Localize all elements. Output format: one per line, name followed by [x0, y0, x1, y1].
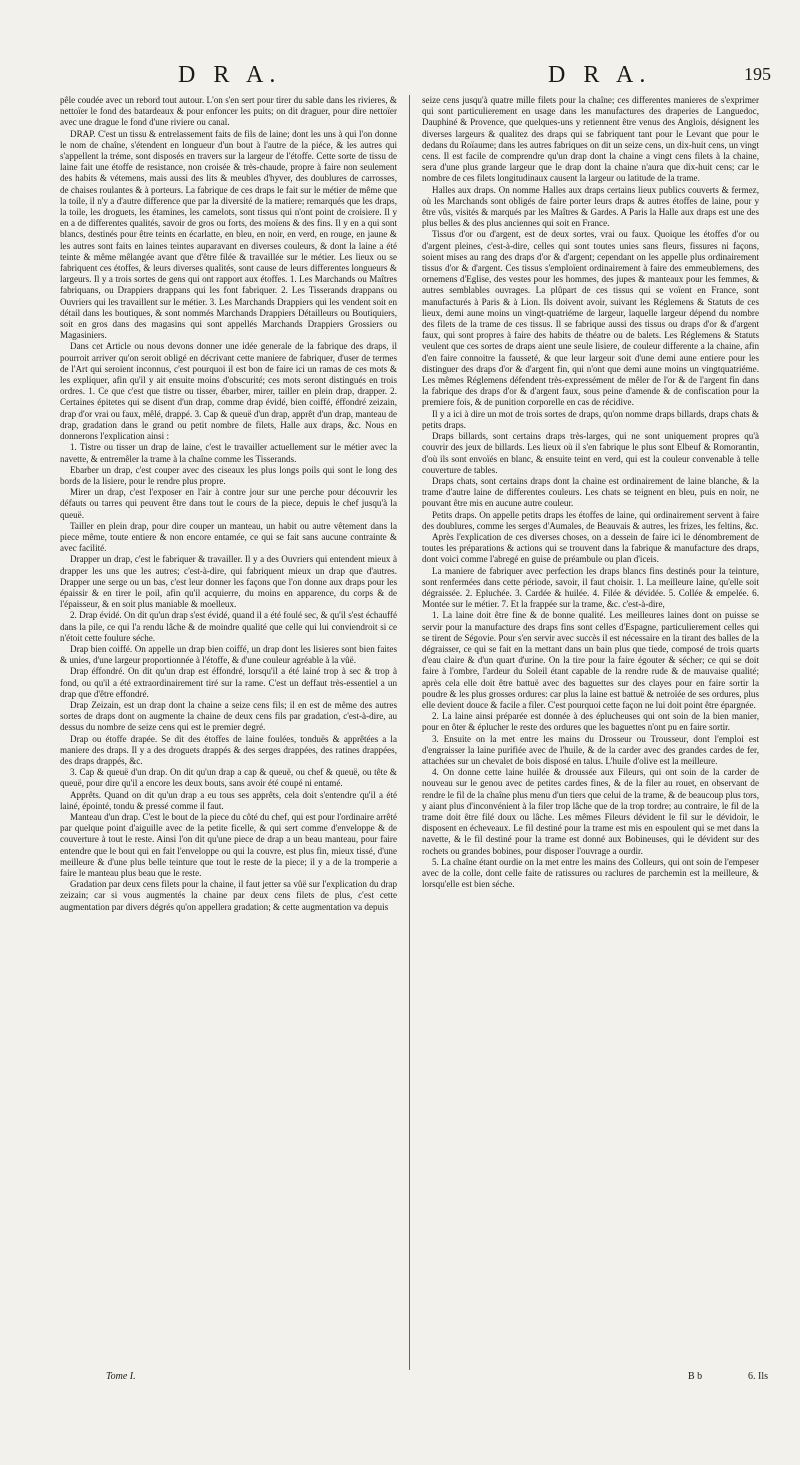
right-running-title: D R A. — [548, 62, 652, 88]
paragraph: Draps billards, sont certains draps très-larges, qui ne sont uniquement propres qu'à couvrir des jeux de billards. Les lieux où il s'en fabrique le plus sont Elbeuf & Romorantin, d'où ils sont envoïés en blanc, & ensuite teint en verd, qui est la couleur convenable à telle couverture de tables. — [422, 431, 759, 475]
paragraph: 5. La chaîne étant ourdie on la met entre les mains des Colleurs, qui ont soin de l'empeser avec de la colle, dont celle faite de ratissures ou raclures de parchemin est la meilleure, & lorsqu'elle est bien séche. — [422, 856, 759, 890]
left-column — [60, 95, 397, 1385]
paragraph: 2. Drap évidé. On dit qu'un drap s'est évidé, quand il a été foulé sec, & qu'il s'est échauffé dans la pile, ce qui l'a rendu lâche & de moindre qualité que celle qui lui conviendroit si ce n'étoit cette foulure séche. — [60, 610, 397, 643]
paragraph: pêle coudée avec un rebord tout autour. L'on s'en sert pour tirer du sable dans les rivieres, & nettoïer le fond des batardeaux & pour enfoncer les puits; on dit draguer, pour dire nettoïer avec une drague le fond d'une riviere ou canal. — [60, 95, 397, 128]
paragraph: Manteau d'un drap. C'est le bout de la piece du côté du chef, qui est pour l'ordinaire arrêté par quelque point d'aiguille avec de la petite ficelle, & qui sert comme d'enveloppe & de couverture à tout le reste. Ainsi l'on dit qu'une piece de drap a un beau manteau, pour faire entendre que le bout qui en fait l'enveloppe ou qui la couvre, est plus fin, mieux tissé, d'une meilleure & d'une plus belle teinture que tout le reste de la piece; il y a de la tromperie a faire le manteau plus beau que le reste. — [60, 812, 397, 879]
paragraph: DRAP. C'est un tissu & entrelassement faits de fils de laine; dont les uns à qui l'on donne le nom de chaîne, s'étendent en longueur d'un bout à l'autre de la piéce, & les autres qui s'appellent la tréme, sont disposés en travers sur la largeur de l'étoffe. Cette sorte de tissu de laine fait une étoffe de resistance, non croisée & très-chaude, propre à faire non seulement des habits & vétemens, mais aussi des lits & meubles d'hyver, des doublures de carrosses, de chaises roulantes & à porteurs. La fabrique de ces draps le fait sur le métier de même que la toile, il n'y a d'autre difference que par la diversité de la matiere; remarqués que les draps, la toile, les droguets, les étamines, les camelots, sont tissus qui n'ont point de croisiere. Il y en a de differentes qualités, savoir de gros ou forts, des moïens & des fins. Il y en a qui sont blancs, destinés pour être teints en écarlatte, en bleu, en noir, en verd, en rouge, en jaune & les autres sont faits en laines teintes auparavant en diverses couleurs, & dont la laine a été teinte & même mêlangée avant que d'être filée & travaillée sur le métier. Les lieux ou se fabriquent ces étoffes, & leurs diverses qualités, sont cause de leurs differentes longueurs & largeurs. Il y a trois sortes de gens qui ont rapport aux étoffes. 1. Les Marchands ou Maîtres fabriquans, ou Drappiers drappans qui les font fabriquer. 2. Les Tisserands drappans ou Ouvriers qui les travaillent sur le métier. 3. Les Marchands Drappiers qui les vendent soit en détail dans les boutiques, & sont nommés Marchands Drappiers Détailleurs ou Boutiquiers, soit en gros dans des magasins qui sont appellés Marchands Drappiers Grossiers ou Magasiniers. — [60, 128, 397, 341]
paragraph: 4. On donne cette laine huilée & droussée aux Fileurs, qui ont soin de la carder de nouveau sur le genou avec de petites cardes fines, & de la filer au rouet, en observant de rendre le fil de la chaîne plus menu d'un tiers que celui de la trame, & de beaucoup plus tors, y aiant plus d'inconvénient à la filer trop lâche que de la trop tordre; au contraire, le fil de la trame doit être filé doux ou lâche. Les mêmes Fileurs dévident le fil sur le dévidoir, le disposent en écheveaux. Le fil destiné pour la trame est mis en espoulent qui se met dans la navette, & le fil destiné pour la trame est donné aux Bobineuses, qui le dévident sur des rochets ou grandes bobines, pour disposer l'ouvrage a ourdir. — [422, 767, 759, 856]
paragraph: Drapper un drap, c'est le fabriquer & travailler. Il y a des Ouvriers qui entendent mieux à drapper les uns que les autres; c'est-à-dire, qui fabriquent mieux un drap que d'autres. Drapper une serge ou un bas, c'est leur donner les façons que l'on donne aux draps pour les épaissir & en tirer le poil, afin qu'il acquierre, du moins en apparence, du corps & de l'épaisseur, & en soit plus maniable & moelleux. — [60, 554, 397, 610]
right-column — [422, 95, 759, 1385]
paragraph: Mirer un drap, c'est l'exposer en l'air à contre jour sur une perche pour découvrir les défauts ou tarres qui peuvent être dans tout le cours de la piece, depuis le chef jusqu'à la queuë. — [60, 487, 397, 520]
paragraph: Ebarber un drap, c'est couper avec des ciseaux les plus longs poils qui sont le long des bords de la lisiere, pour le rendre plus propre. — [60, 464, 397, 486]
paragraph: seize cens jusqu'à quatre mille filets pour la chaîne; ces differentes manieres de s'exprimer qui sont particulierement en usage dans les manufactures des draperies de Languedoc, Dauphiné & Provence, que quelques-uns y retiennent être venus des Anglois, désignent les diverses largeurs & qualitez des draps qui se fabriquent tant pour le Levant que pour le dedans du Roïaume; dans les autres fabriques on dit un seize cens, un dix-huit cens, un vingt cens. Il est facile de comprendre qu'un drap dont la chaine a vingt cens filets à la chaine, sera d'une plus grande largeur que le drap dont la chaine n'aura que dix-huit cens; car le nombre de ces filets longitudinaux causent la largeur ou latitude de la trame. — [422, 95, 759, 184]
running-header — [0, 62, 800, 92]
paragraph: Tissus d'or ou d'argent, est de deux sortes, vrai ou faux. Quoique les étoffes d'or ou d'argent pleines, c'est-à-dire, celles qui sont toutes unies sans fleurs, fissures ni façons, soient mises au rang des draps d'or & d'argent; cependant on les appelle plus ordinairement tissus d'or & d'argent. Ces tissus s'emploïent ordinairement à faire des emmeublemens, des ornemens d'Eglise, des vestes pour les hommes, des jupes & manteaux pour les femmes, & autres semblables ouvrages. La plûpart de ces tissus qui se voïent en France, sont manufacturés à Paris & à Lion. Ils doivent avoir, suivant les Réglemens & Statuts de ces lieux, demi aune moins un vingt-quatriéme de largeur, laquelle largeur dépend du nombre des filets de la trame de ces tissus. Il se fabrique aussi des tissus ou draps d'or & d'argent faux, qui sont propres à faire des habits de théatre ou de balets. Les Réglemens & Statuts veulent que ces sortes de draps aient une seule lisiere, de couleur differente a la chaine, afin d'en faire connoitre la fausseté, & que leur largeur soit d'une demi aune entiere pour les distinguer des draps d'or & d'argent fin, qui n'ont que demi aune moins un vingtquatriéme. Les mêmes Réglemens défendent très-expressément de mêler de l'or & de l'argent fin dans la fabrique des draps d'or & d'argent faux, sous peine d'amende & de confiscation pour la premiere fois, & de punition corporelle en cas de récidive. — [422, 229, 759, 408]
paragraph: Dans cet Article ou nous devons donner une idée generale de la fabrique des draps, il pourroit arriver qu'on seroit obligé en décrivant cette maniere de fabriquer, d'user de termes de l'Art qui seroient inconnus, c'est pourquoi il est bon de faire ici un ramas de ces mots & les expliquer, afin qu'il y ait ensuite moins d'obscurité; ces mots seront distingués en trois ordres. 1. Ce que c'est que tistre ou tisser, ébarber, mirer, tailler en plein drap, drapper. 2. Certaines épitetes qui se disent d'un drap, comme drap évidé, bien coiffé, éffondré zeizain, drap d'or vrai ou faux, mêlé, drappé. 3. Cap & queuë d'un drap, apprêt d'un drap, manteau de drap, gradation dans le grand ou petit nombre de filets, Halle aux draps, &c. Nous en donnerons l'explication ainsi : — [60, 341, 397, 442]
paragraph: Petits draps. On appelle petits draps les étoffes de laine, qui ordinairement servent à faire des doublures, comme les serges d'Aumales, de Beauvais & autres, les frizes, les feltins, &c. — [422, 509, 759, 531]
paragraph: Après l'explication de ces diverses choses, on a dessein de faire ici le dénombrement de toutes les préparations & actions qui se trouvent dans la fabrique & manufacture des draps, dont voici comme l'abregé en guise de préambule ou plan d'iceis. — [422, 531, 759, 565]
paragraph: 1. Tistre ou tisser un drap de laine, c'est le travailler actuellement sur le métier avec la navette, & entremêler la trame à la chaîne comme les Tisserands. — [60, 442, 397, 464]
text-columns — [60, 95, 775, 1385]
paragraph: Drap bien coiffé. On appelle un drap bien coiffé, un drap dont les lisieres sont bien faites & unies, d'une largeur proportionnée à l'étoffe, & d'une couleur agréable à la vûë. — [60, 643, 397, 666]
paragraph: Il y a ici à dire un mot de trois sortes de draps, qu'on nomme draps billards, draps chats & petits draps. — [422, 408, 759, 430]
paragraph: La maniere de fabriquer avec perfection les draps blancs fins destinés pour la teinture, sont renfermées dans cette période, savoir, il faut choisir. 1. La meilleure laine, qu'elle soit dégraissée. 2. Epluchée. 3. Cardée & huilée. 4. Filée & dévidée. 5. Collée & empelée. 6. Montée sur le métier. 7. Et la frappée sur la trame, &c. c'est-à-dire, — [422, 565, 759, 610]
signature-mark: B b — [688, 1371, 703, 1382]
paragraph: Halles aux draps. On nomme Halles aux draps certains lieux publics couverts & fermez, où les Marchands sont obligés de faire porter leurs draps & autres étoffes de laine, pour y être vûs, visités & marqués par les Maîtres & Gardes. A Paris la Halle aux draps est une des plus belles & des plus anciennes qui soit en France. — [422, 184, 759, 229]
paragraph: 3. Ensuite on la met entre les mains du Drosseur ou Trousseur, dont l'emploi est d'engraisser la laine purifiée avec de l'huile, & de la carder avec des grandes cardes de fer, attachées sur un chevalet de bois disposé en talus. L'huile d'olive est la meilleure. — [422, 733, 759, 766]
paragraph: 1. La laine doit être fine & de bonne qualité. Les meilleures laines dont on puisse se servir pour la manufacture des draps fins sont celles d'Espagne, particulierement celles qui se tirent de Ségovie. Pour s'en servir avec succès il est nécessaire en la tirant des balles de la dégraisser, ce qui se fait en la mettant dans un bain plus que tiede, composé de trois quarts d'eau claire & d'un quart d'urine. On la tire pour la faire égouter & sécher; ce qui se doit faire à l'ombre, l'ardeur du Soleil étant capable de la rendre rude & de mauvaise qualité; après cela elle doit être battuë avec des baguettes sur des clayes pour en faire sortir la poudre & les plus grosses ordures: car plus la laine est battuë & netroïée de ses ordures, plus elle devient douce & facile a filer. C'est pourquoi cette façon ne lui doit point être épargnée. — [422, 610, 759, 710]
paragraph: Apprêts. Quand on dit qu'un drap a eu tous ses apprêts, cela doit s'entendre qu'il a été lainé, épointé, tondu & pressé comme il faut. — [60, 789, 397, 811]
paragraph: Tailler en plein drap, pour dire couper un manteau, un habit ou autre vêtement dans la piece même, toute entiere & non encore entamée, ce qui se fait sans aucune contrainte & avec facilité. — [60, 520, 397, 554]
paragraph: Gradation par deux cens filets pour la chaine, il faut jetter sa vûë sur l'explication du drap zeizain; car si vous augmentés la chaine par deux cens filets de plus, c'est cette augmentation par divers dégrés qu'on appellera gradation; & cette augmentation va depuis — [60, 879, 397, 912]
paragraph: Drap éffondré. On dit qu'un drap est éffondré, lorsqu'il a été lainé trop à sec & trop à fond, ou qu'il a été extraordinairement tiré sur la rame. C'est un deffaut très-essentiel a un drap que d'être effondré. — [60, 666, 397, 699]
paragraph: Drap ou étoffe drapée. Se dit des étoffes de laine foulées, tonduës & apprêtées a la maniere des draps. Il y a des droguets drappés & des serges drappées, des ratines drappées, des draps drappés, &c. — [60, 733, 397, 766]
catchword: 6. Ils — [748, 1371, 768, 1382]
left-running-title: D R A. — [178, 62, 282, 88]
volume-label: Tome I. — [106, 1371, 136, 1382]
paragraph: Draps chats, sont certains draps dont la chaine est ordinairement de laine blanche, & la trame d'autre laine de differentes couleurs. Les chats se teignent en bleu, puis en noir, ne pouvant être mis en aucune autre couleur. — [422, 475, 759, 509]
paragraph: Drap Zeizain, est un drap dont la chaine a seize cens fils; il en est de même des autres sortes de draps dont on augmente la chaine de deux cens fils par gradation, c'est-à-dire, au dessus du nombre de seize cens qui est le premier degré. — [60, 699, 397, 733]
column-divider — [409, 95, 410, 1370]
paragraph: 3. Cap & queuë d'un drap. On dit qu'un drap a cap & queuë, ou chef & queuë, ou tête & queuë, pour dire qu'il a encore les deux bouts, sans avoir été coupé ni entamé. — [60, 767, 397, 789]
paragraph: 2. La laine ainsi préparée est donnée à des éplucheuses qui ont soin de la bien manier, pour en ôter & éplucher le reste des ordures que les baguettes n'ont pu en faire sortir. — [422, 711, 759, 733]
page-number: 195 — [744, 64, 771, 84]
